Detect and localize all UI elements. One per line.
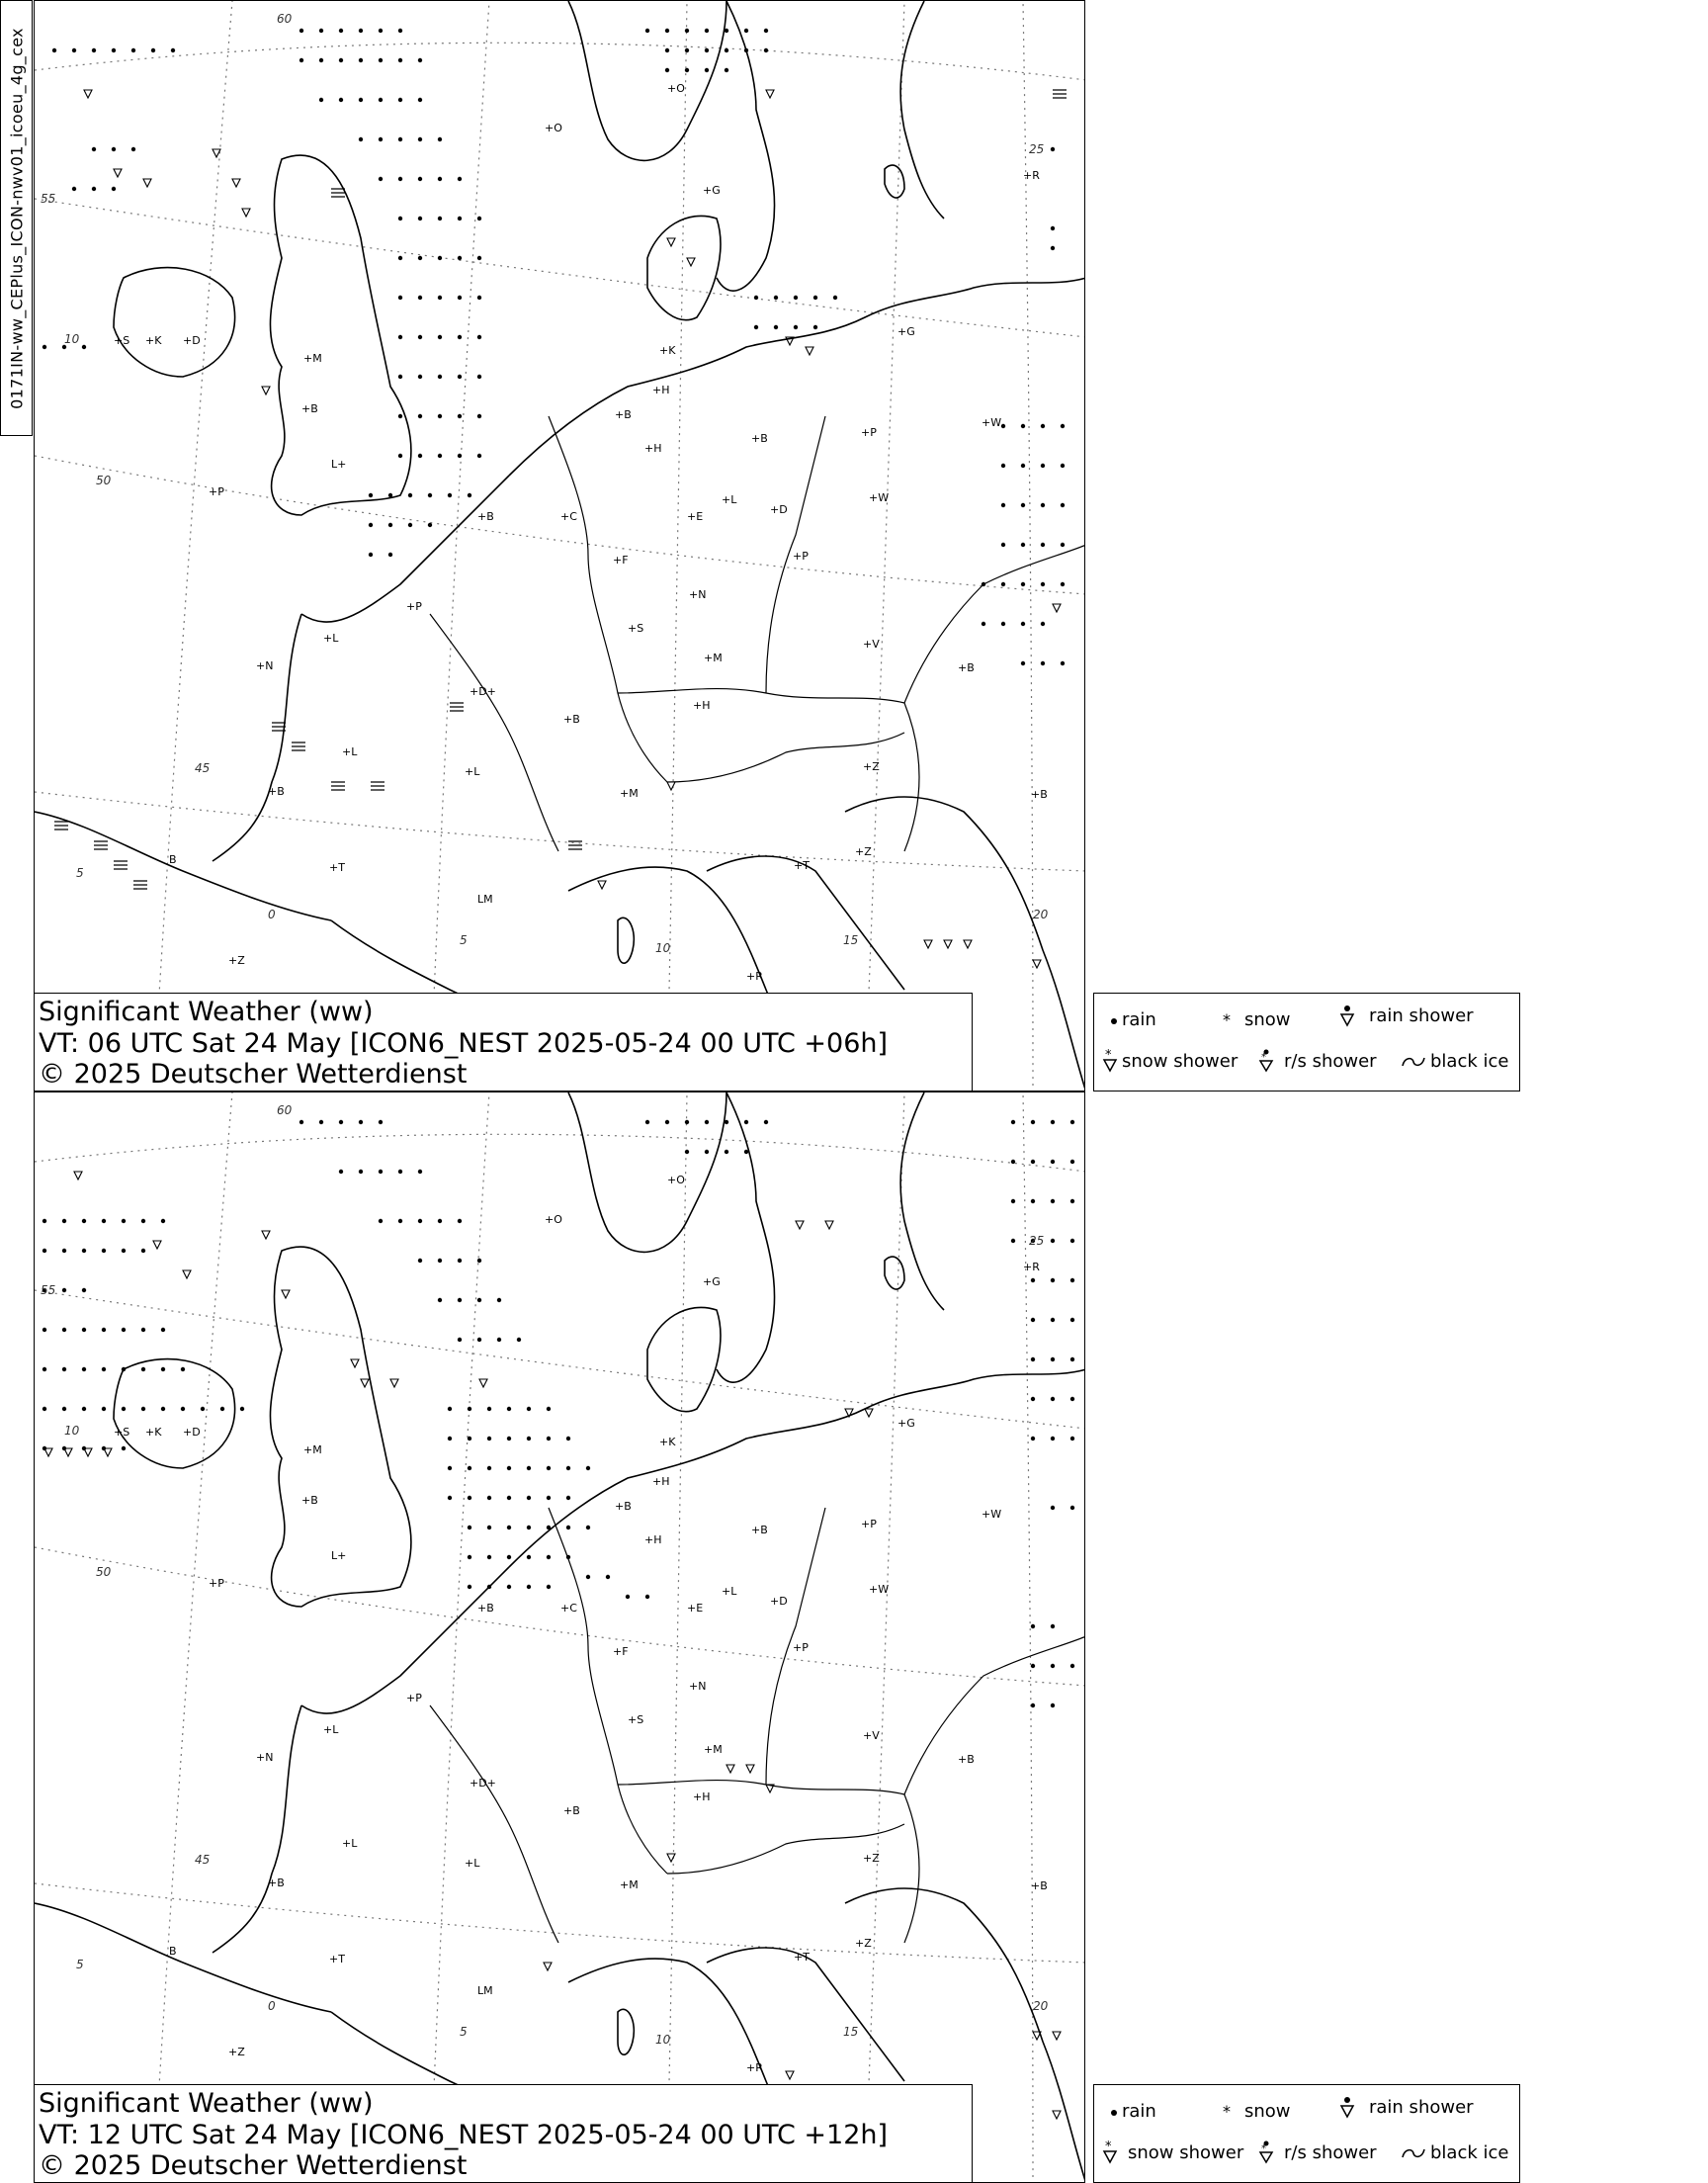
city-label: +B (563, 1804, 580, 1817)
city-label: +L (465, 765, 480, 778)
city-label: +V (863, 1729, 880, 1742)
city-label: +R (746, 970, 763, 983)
shower-symbols-1 (84, 90, 1061, 968)
city-label: +T (329, 1953, 345, 1965)
city-label: B (169, 853, 177, 866)
city-label: +H (644, 1533, 662, 1546)
copyright: © 2025 Deutscher Wetterdienst (39, 1059, 468, 1090)
rain-cluster-northwest (43, 48, 175, 349)
city-label: +B (301, 1494, 318, 1507)
lon-label-10-west: 10 (64, 332, 80, 346)
valid-time: VT: 12 UTC Sat 24 May [ICON6_NEST 2025-05-24 00 UTC +12h] (39, 2119, 889, 2150)
city-label: +B (1031, 788, 1048, 801)
map-frame-2 (34, 1092, 1085, 2183)
city-label: +B (477, 510, 494, 523)
map-frame-1 (34, 0, 1085, 1092)
city-label: +N (689, 588, 707, 601)
city-label: +B (958, 661, 975, 674)
city-label: +Z (228, 2046, 245, 2058)
legend-rain: rain (1110, 2101, 1156, 2122)
city-label: +B (563, 713, 580, 726)
city-label: +P (209, 1577, 224, 1590)
svg-text:*: * (1261, 1052, 1266, 1063)
rain-cluster-east-2 (1011, 1120, 1074, 1707)
legend-1 (1093, 993, 1520, 1092)
snow-shower-icon (1102, 1049, 1118, 1073)
city-label: +K (145, 334, 162, 347)
city-label: +N (256, 659, 274, 672)
black-ice-icon (1401, 1054, 1426, 1070)
city-label: +L (323, 1723, 339, 1736)
legend-black-ice: black ice (1401, 1051, 1508, 1072)
snow-icon: * (1223, 1010, 1231, 1029)
model-run-label-text: 0171IN-ww_CEPlus_ICON-nwv01_icoeu_4g_cex (7, 27, 26, 409)
city-label: +B (268, 785, 285, 798)
city-label: +G (897, 325, 915, 338)
city-label: +Z (855, 1937, 872, 1950)
city-label: +V (863, 638, 880, 651)
city-label: +B (615, 1500, 632, 1513)
city-label: +L (342, 1837, 358, 1850)
city-label: +P (406, 600, 422, 613)
map-title: Significant Weather (ww) (39, 997, 374, 1027)
lon-label-0: 0 (268, 908, 276, 921)
city-label: +L (323, 632, 339, 645)
rain-cluster-uk-2 (299, 1120, 521, 1342)
city-label: +P (406, 1692, 422, 1704)
legend-rain-shower: rain shower (1339, 2095, 1474, 2119)
svg-text:*: * (1105, 2140, 1112, 2154)
city-label: +G (703, 184, 721, 197)
city-label: +M (704, 652, 723, 664)
valid-time: VT: 06 UTC Sat 24 May [ICON6_NEST 2025-05-24 00 UTC +06h] (39, 1027, 889, 1059)
city-label: +P (861, 1518, 877, 1530)
rain-cluster-east (982, 147, 1065, 665)
city-label: +D (770, 503, 788, 516)
legend-snow-shower: * snow shower (1102, 2140, 1243, 2164)
lon-label-25: 25 (1029, 142, 1045, 156)
city-label: +H (644, 442, 662, 455)
map-canvas-1 (35, 1, 1085, 1092)
black-ice-icon (1401, 2145, 1426, 2161)
city-label: +E (687, 1602, 704, 1615)
city-label: +B (1031, 1879, 1048, 1892)
city-label: +B (751, 1524, 768, 1536)
city-label: +L (342, 745, 358, 758)
city-label: +O (667, 1174, 685, 1186)
city-label: +G (703, 1275, 721, 1288)
city-label: +B (958, 1753, 975, 1766)
lon-label-10: 10 (655, 2033, 671, 2047)
legend-black-ice: black ice (1401, 2142, 1508, 2163)
city-label: +B (268, 1877, 285, 1889)
city-label: +Z (863, 760, 880, 773)
city-label: +M (704, 1743, 723, 1756)
lon-label-20: 20 (1033, 1999, 1049, 2013)
legend-2 (1093, 2084, 1520, 2183)
lat-label-45: 45 (195, 761, 211, 775)
svg-text:*: * (1105, 1049, 1112, 1063)
legend-snow: * snow (1223, 1009, 1291, 1030)
lon-label-10-west: 10 (64, 1424, 80, 1438)
city-label: +F (613, 554, 629, 567)
model-run-label (0, 0, 33, 436)
legend-rs-shower: * r/s shower (1258, 2140, 1377, 2164)
lat-label-50: 50 (96, 474, 112, 487)
city-label: +W (982, 416, 1002, 429)
city-label: +P (861, 426, 877, 439)
city-label: +G (897, 1417, 915, 1430)
lat-label-55: 55 (41, 1283, 56, 1297)
city-label: +S (628, 1713, 644, 1726)
rain-cluster-uk (299, 29, 481, 557)
svg-text:*: * (1261, 2143, 1266, 2154)
lat-label-60: 60 (277, 12, 293, 26)
city-label: +Z (863, 1852, 880, 1865)
city-label: L+ (331, 458, 347, 471)
city-label: +O (545, 122, 562, 134)
lon-label-15: 15 (843, 933, 859, 947)
city-label: +P (209, 485, 224, 498)
rain-shower-icon (1339, 1004, 1355, 1027)
city-label: +D (183, 1426, 201, 1439)
city-label: +M (303, 1443, 322, 1456)
city-label: +L (465, 1857, 480, 1870)
legend-rain: rain (1110, 1009, 1156, 1030)
city-label: +P (793, 1641, 809, 1654)
city-label: +Z (855, 845, 872, 858)
lon-label-5: 5 (460, 2025, 468, 2039)
city-label: LM (477, 893, 493, 906)
city-label: +N (689, 1680, 707, 1693)
city-label: +M (303, 352, 322, 365)
rain-cluster-baltic (754, 296, 837, 329)
city-label: +L (722, 1585, 737, 1598)
city-label: L+ (331, 1549, 347, 1562)
title-box-2 (34, 2084, 973, 2183)
city-label: +S (628, 622, 644, 635)
city-label: +B (301, 402, 318, 415)
city-label: +T (329, 861, 345, 874)
city-label: +B (615, 408, 632, 421)
shower-symbols-2 (44, 1172, 1061, 2119)
city-label: +K (145, 1426, 162, 1439)
city-label: +W (982, 1508, 1002, 1521)
city-label: +L (722, 493, 737, 506)
city-label: +K (659, 344, 676, 357)
city-label: +M (620, 1878, 639, 1891)
map-title: Significant Weather (ww) (39, 2088, 374, 2119)
legend-rs-shower: * r/s shower (1258, 1049, 1377, 1073)
city-label: +H (652, 1475, 670, 1488)
city-label: +H (652, 384, 670, 396)
city-label: B (169, 1945, 177, 1958)
copyright: © 2025 Deutscher Wetterdienst (39, 2150, 468, 2181)
lon-label-5-west: 5 (76, 866, 84, 880)
city-label: +T (794, 1951, 810, 1964)
lon-label-5-west: 5 (76, 1958, 84, 1971)
rain-snow-shower-icon (1258, 2140, 1274, 2164)
city-label: +M (620, 787, 639, 800)
city-label: +T (794, 859, 810, 872)
city-label: +D (770, 1595, 788, 1608)
lat-label-55: 55 (41, 192, 56, 206)
lon-label-20: 20 (1033, 908, 1049, 921)
legend-snow-shower: * snow shower (1102, 1049, 1238, 1073)
city-label: +C (560, 510, 577, 523)
map-panel-2 (34, 1092, 1085, 2183)
rain-snow-shower-icon (1258, 1049, 1274, 1073)
city-label: +F (613, 1645, 629, 1658)
city-label: +W (869, 491, 890, 504)
lon-label-10: 10 (655, 941, 671, 955)
city-label: +Z (228, 954, 245, 967)
lon-label-15: 15 (843, 2025, 859, 2039)
rain-icon (1110, 1015, 1118, 1025)
city-label: LM (477, 1984, 493, 1997)
city-label: +H (693, 1790, 711, 1803)
lon-label-25: 25 (1029, 1234, 1045, 1248)
title-box-1 (34, 993, 973, 1092)
rain-shower-icon (1339, 2095, 1355, 2119)
city-label: +B (751, 432, 768, 445)
city-label: +E (687, 510, 704, 523)
snow-shower-icon (1102, 2140, 1118, 2164)
map-panel-1 (34, 0, 1085, 1092)
city-label: +S (114, 1426, 130, 1439)
city-label: +S (114, 334, 130, 347)
lat-label-60: 60 (277, 1103, 293, 1117)
lat-label-50: 50 (96, 1565, 112, 1579)
city-label: +B (477, 1602, 494, 1615)
city-label: +N (256, 1751, 274, 1764)
lon-label-0: 0 (268, 1999, 276, 2013)
city-label: +D (183, 334, 201, 347)
map-canvas-2 (35, 1092, 1085, 2183)
city-label: +H (693, 699, 711, 712)
city-label: +O (667, 82, 685, 95)
lat-label-45: 45 (195, 1853, 211, 1867)
city-label: +W (869, 1583, 890, 1596)
city-label: +D+ (470, 1777, 496, 1790)
snow-icon: * (1223, 2102, 1231, 2121)
city-label: +R (1023, 1261, 1040, 1273)
lon-label-5: 5 (460, 933, 468, 947)
legend-snow: * snow (1223, 2101, 1291, 2122)
city-label: +K (659, 1436, 676, 1448)
rain-icon (1110, 2107, 1118, 2117)
city-label: +R (746, 2061, 763, 2074)
legend-rain-shower: rain shower (1339, 1004, 1474, 1027)
city-label: +O (545, 1213, 562, 1226)
city-label: +C (560, 1602, 577, 1615)
rain-cluster-atlantic-2 (43, 1219, 244, 1450)
city-label: +P (793, 550, 809, 563)
city-label: +D+ (470, 685, 496, 698)
city-label: +R (1023, 169, 1040, 182)
